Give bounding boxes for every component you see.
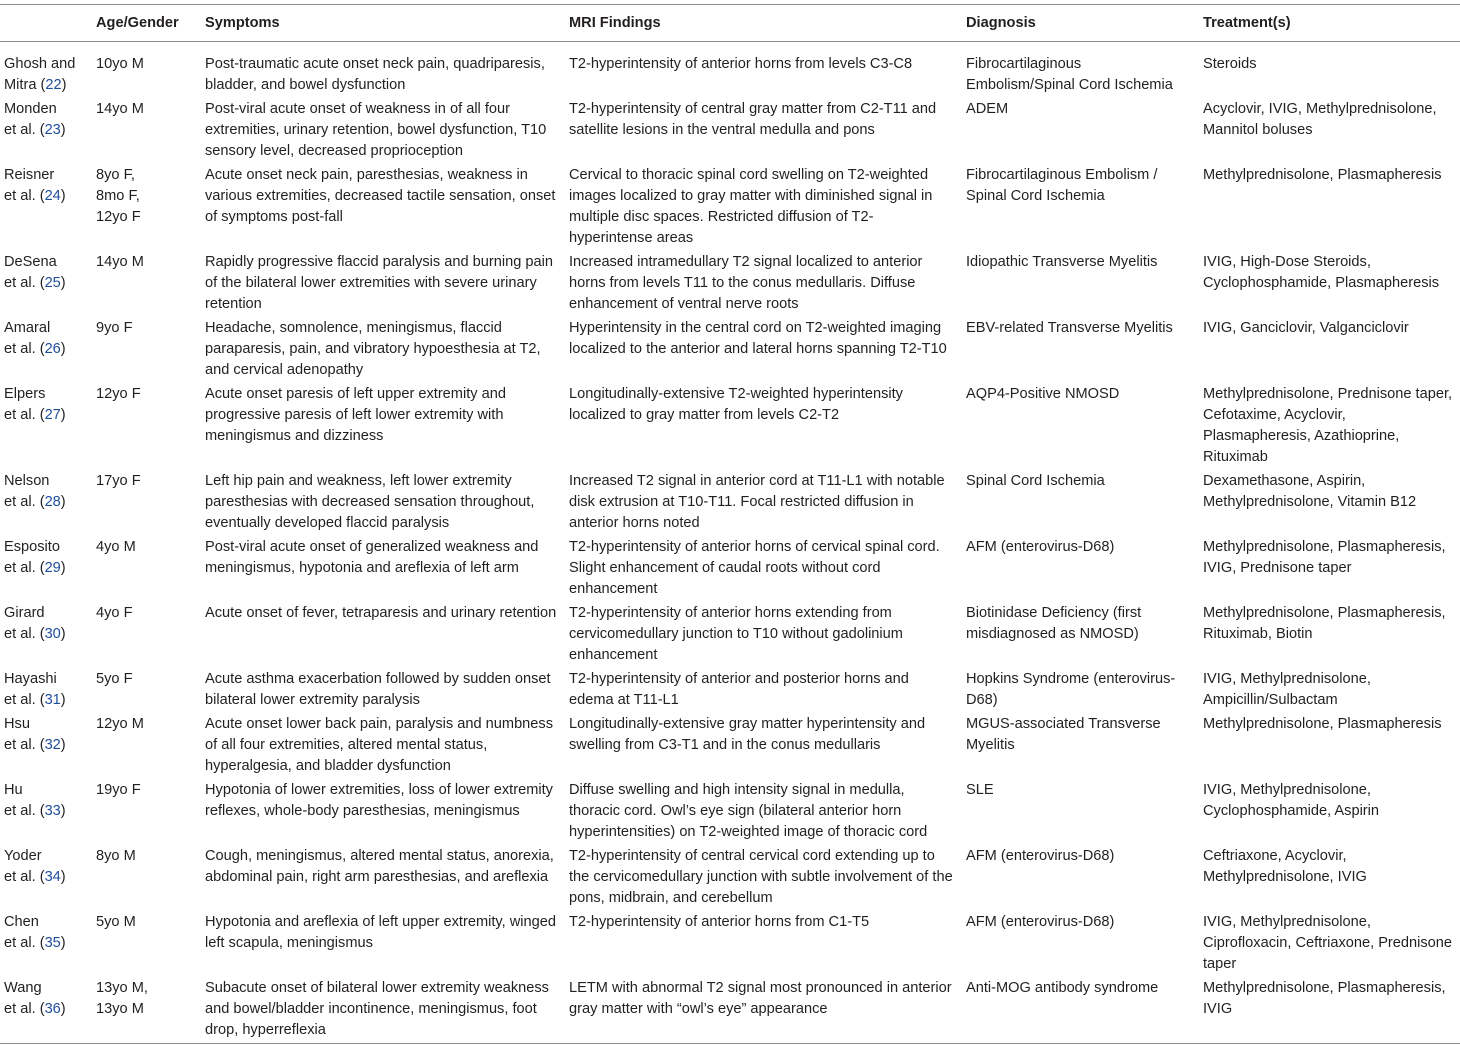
cell-author: Yoder et al. (34) [4,848,66,885]
cell-diagnosis: ADEM [966,101,1009,117]
cell-diagnosis: Anti-MOG antibody syndrome [966,980,1159,996]
cell-treatments: IVIG, Methylprednisolone, Ampicillin/Sulbactam [1203,671,1371,708]
cell-author: Monden et al. (23) [4,101,66,138]
author-text: Nelson et al. [4,473,50,510]
table-row [0,713,1460,779]
author-text: Yoder et al. [4,848,42,885]
cell-treatments: IVIG, High-Dose Steroids, Cyclophosphamide, Plasmapheresis [1203,254,1440,291]
cell-age-gender: 12yo M [96,716,144,732]
author-text: Ghosh and Mitra [4,56,76,93]
cell-mri-findings: T2-hyperintensity of central cervical cord extending up to the cervicomedullary junction with subtle involvement of the pons, midbrain, and cerebellum [569,848,953,906]
table-row [0,668,1460,713]
cell-diagnosis: AFM (enterovirus-D68) [966,848,1115,864]
cell-symptoms: Headache, somnolence, meningismus, flaccid paraparesis, pain, and vibratory hypoesthesia at T2, and cervical adenopathy [205,320,541,378]
cell-diagnosis: Fibrocartilaginous Embolism / Spinal Cord Ischemia [966,167,1158,204]
table-row [0,98,1460,164]
cell-mri-findings: T2-hyperintensity of anterior horns from C1-T5 [569,914,870,930]
table-row [0,779,1460,845]
cell-mri-findings: T2-hyperintensity of anterior horns of cervical spinal cord. Slight enhancement of caudal roots without cord enhancement [569,539,940,597]
cell-author: Elpers et al. (27) [4,386,66,423]
cell-mri-findings: T2-hyperintensity of anterior horns from levels C3-C8 [569,56,913,72]
reference-link[interactable]: 35 [44,935,61,951]
col-header-age-gender: Age/Gender [96,15,179,31]
cell-treatments: IVIG, Methylprednisolone, Ciprofloxacin, Ceftriaxone, Prednisone taper [1203,914,1453,972]
cell-mri-findings: Longitudinally-extensive gray matter hyperintensity and swelling from C3-T1 and in the conus medullaris [569,716,926,753]
cell-mri-findings: T2-hyperintensity of anterior and posterior horns and edema at T11-L1 [569,671,909,708]
col-header-author [0,5,90,42]
reference-link[interactable]: 24 [44,188,61,204]
cell-treatments: Methylprednisolone, Plasmapheresis, IVIG, Prednisone taper [1203,539,1446,576]
author-text: Amaral et al. [4,320,51,357]
cell-treatments: Methylprednisolone, Plasmapheresis [1203,167,1442,183]
cell-age-gender: 10yo M [96,56,144,72]
cell-diagnosis: AFM (enterovirus-D68) [966,914,1115,930]
cell-mri-findings: Diffuse swelling and high intensity signal in medulla, thoracic cord. Owl’s eye sign (bilateral anterior horn hyperintensities) on T2-weighted image of thoracic cord [569,782,928,840]
table-row [0,251,1460,317]
cell-author: Reisner et al. (24) [4,167,66,204]
author-text: Hayashi et al. [4,671,57,708]
cell-author: DeSena et al. (25) [4,254,66,291]
author-text: Girard et al. [4,605,45,642]
cell-age-gender: 17yo F [96,473,141,489]
cell-author: Ghosh and Mitra (22) [4,56,76,93]
cell-mri-findings: Longitudinally-extensive T2-weighted hyperintensity localized to gray matter from levels C2-T2 [569,386,903,423]
reference-link[interactable]: 32 [44,737,61,753]
cell-diagnosis: Idiopathic Transverse Myelitis [966,254,1158,270]
reference-link[interactable]: 28 [44,494,61,510]
cell-symptoms: Acute onset lower back pain, paralysis and numbness of all four extremities, altered mental status, hyperalgesia, and bladder dysfunction [205,716,554,774]
table-row [0,536,1460,602]
cell-mri-findings: T2-hyperintensity of anterior horns extending from cervicomedullary junction to T10 without gadolinium enhancement [569,605,903,663]
author-text: Hsu et al. [4,716,36,753]
cell-symptoms: Subacute onset of bilateral lower extremity weakness and bowel/bladder incontinence, meningismus, foot drop, hyperreflexia [205,980,549,1038]
cell-mri-findings: LETM with abnormal T2 signal most pronounced in anterior gray matter with “owl’s eye” appearance [569,980,952,1017]
reference-link[interactable]: 30 [44,626,61,642]
table-row [0,911,1460,977]
cell-symptoms: Post-viral acute onset of weakness in of all four extremities, urinary retention, bowel dysfunction, T10 sensory level, decreased proprioception [205,101,547,159]
reference-link[interactable]: 29 [44,560,61,576]
cell-treatments: IVIG, Methylprednisolone, Cyclophosphamide, Aspirin [1203,782,1380,819]
cell-mri-findings: Cervical to thoracic spinal cord swelling on T2-weighted images localized to gray matter with diminished signal in multiple disc spaces. Restricted diffusion of T2-hyperintense areas [569,167,933,246]
cell-author: Girard et al. (30) [4,605,66,642]
cell-age-gender: 14yo M [96,101,144,117]
reference-link[interactable]: 36 [44,1001,61,1017]
table-row [0,845,1460,911]
cell-diagnosis: MGUS-associated Transverse Myelitis [966,716,1161,753]
cell-age-gender: 4yo M [96,539,136,555]
cell-symptoms: Hypotonia of lower extremities, loss of lower extremity reflexes, whole-body paresthesias, meningismus [205,782,553,819]
reference-link[interactable]: 33 [44,803,61,819]
cell-symptoms: Left hip pain and weakness, left lower extremity paresthesias with decreased sensation throughout, eventually developed flaccid paralysis [205,473,535,531]
cell-diagnosis: AQP4-Positive NMOSD [966,386,1120,402]
cell-author: Hu et al. (33) [4,782,66,819]
cell-diagnosis: Biotinidase Deficiency (first misdiagnosed as NMOSD) [966,605,1142,642]
reference-link[interactable]: 34 [44,869,61,885]
cell-author: Chen et al. (35) [4,914,66,951]
cell-age-gender: 5yo F [96,671,133,687]
cell-symptoms: Acute onset neck pain, paresthesias, weakness in various extremities, decreased tactile sensation, onset of symptoms post-fall [205,167,556,225]
col-header-mri-findings: MRI Findings [569,15,661,31]
table-row [0,164,1460,251]
cell-treatments: Acyclovir, IVIG, Methylprednisolone, Mannitol boluses [1203,101,1437,138]
author-text: Monden et al. [4,101,57,138]
cell-symptoms: Post-traumatic acute onset neck pain, quadriparesis, bladder, and bowel dysfunction [205,56,545,93]
cell-author: Hayashi et al. (31) [4,671,66,708]
cell-mri-findings: Increased T2 signal in anterior cord at T11-L1 with notable disk extrusion at T10-T11. Focal restricted diffusion in anterior horns noted [569,473,945,531]
cell-age-gender: 12yo F [96,386,141,402]
cell-author: Amaral et al. (26) [4,320,66,357]
cell-treatments: Dexamethasone, Aspirin, Methylprednisolone, Vitamin B12 [1203,473,1417,510]
cell-mri-findings: Increased intramedullary T2 signal localized to anterior horns from levels T11 to the conus medullaris. Diffuse enhancement of ventral nerve roots [569,254,923,312]
cell-symptoms: Rapidly progressive flaccid paralysis and burning pain of the bilateral lower extremities with severe urinary retention [205,254,554,312]
author-text: Elpers et al. [4,386,46,423]
cell-mri-findings: T2-hyperintensity of central gray matter from C2-T11 and satellite lesions in the ventral medulla and pons [569,101,937,138]
col-header-treatments: Treatment(s) [1203,15,1291,31]
cell-diagnosis: AFM (enterovirus-D68) [966,539,1115,555]
table-row [0,317,1460,383]
cell-treatments: Ceftriaxone, Acyclovir, Methylprednisolone, IVIG [1203,848,1367,885]
cell-diagnosis: Hopkins Syndrome (enterovirus-D68) [966,671,1176,708]
case-table [0,4,1460,1044]
table-row [0,42,1460,99]
cell-symptoms: Acute onset of fever, tetraparesis and urinary retention [205,605,557,621]
cell-author: Hsu et al. (32) [4,716,66,753]
cell-diagnosis: Spinal Cord Ischemia [966,473,1105,489]
reference-link[interactable]: 22 [45,77,62,93]
table-header [0,5,1460,42]
cell-treatments: Methylprednisolone, Plasmapheresis, Rituximab, Biotin [1203,605,1446,642]
author-text: Esposito et al. [4,539,60,576]
cell-age-gender: 8yo F, 8mo F, 12yo F [96,167,141,225]
cell-age-gender: 5yo M [96,914,136,930]
table-body [0,42,1460,1044]
author-text: DeSena et al. [4,254,57,291]
table-row [0,383,1460,470]
cell-diagnosis: SLE [966,782,994,798]
reference-link[interactable]: 23 [44,122,61,138]
cell-treatments: Methylprednisolone, Prednisone taper, Cefotaxime, Acyclovir, Plasmapheresis, Azathioprine, Rituximab [1203,386,1453,465]
col-header-diagnosis: Diagnosis [966,15,1036,31]
cell-age-gender: 13yo M, 13yo M [96,980,148,1017]
cell-age-gender: 19yo F [96,782,141,798]
reference-link[interactable]: 27 [44,407,61,423]
author-text: Wang et al. [4,980,42,1017]
author-text: Hu et al. [4,782,36,819]
cell-age-gender: 8yo M [96,848,136,864]
col-header-symptoms: Symptoms [205,15,280,31]
cell-symptoms: Acute onset paresis of left upper extremity and progressive paresis of left lower extremity with meningismus and dizziness [205,386,506,444]
reference-link[interactable]: 31 [44,692,61,708]
cell-age-gender: 4yo F [96,605,133,621]
cell-mri-findings: Hyperintensity in the central cord on T2-weighted imaging localized to the anterior and lateral horns spanning T2-T10 [569,320,947,357]
cell-treatments: Methylprednisolone, Plasmapheresis [1203,716,1442,732]
cell-diagnosis: Fibrocartilaginous Embolism/Spinal Cord Ischemia [966,56,1173,93]
table-row [0,470,1460,536]
header-row [0,5,1460,42]
author-text: Reisner et al. [4,167,55,204]
cell-symptoms: Hypotonia and areflexia of left upper extremity, winged left scapula, meningismus [205,914,556,951]
cell-author: Nelson et al. (28) [4,473,66,510]
cell-symptoms: Acute asthma exacerbation followed by sudden onset bilateral lower extremity paralysis [205,671,551,708]
author-text: Chen et al. [4,914,39,951]
cell-treatments: Steroids [1203,56,1257,72]
reference-link[interactable]: 25 [44,275,61,291]
cell-age-gender: 14yo M [96,254,144,270]
table-row [0,977,1460,1044]
cell-age-gender: 9yo F [96,320,133,336]
table-row [0,602,1460,668]
reference-link[interactable]: 26 [44,341,61,357]
cell-author: Wang et al. (36) [4,980,66,1017]
cell-diagnosis: EBV-related Transverse Myelitis [966,320,1173,336]
cell-symptoms: Post-viral acute onset of generalized weakness and meningismus, hypotonia and areflexia of left arm [205,539,539,576]
cell-symptoms: Cough, meningismus, altered mental status, anorexia, abdominal pain, right arm paresthesias, and areflexia [205,848,554,885]
cell-treatments: Methylprednisolone, Plasmapheresis, IVIG [1203,980,1446,1017]
cell-treatments: IVIG, Ganciclovir, Valganciclovir [1203,320,1409,336]
cell-author: Esposito et al. (29) [4,539,66,576]
